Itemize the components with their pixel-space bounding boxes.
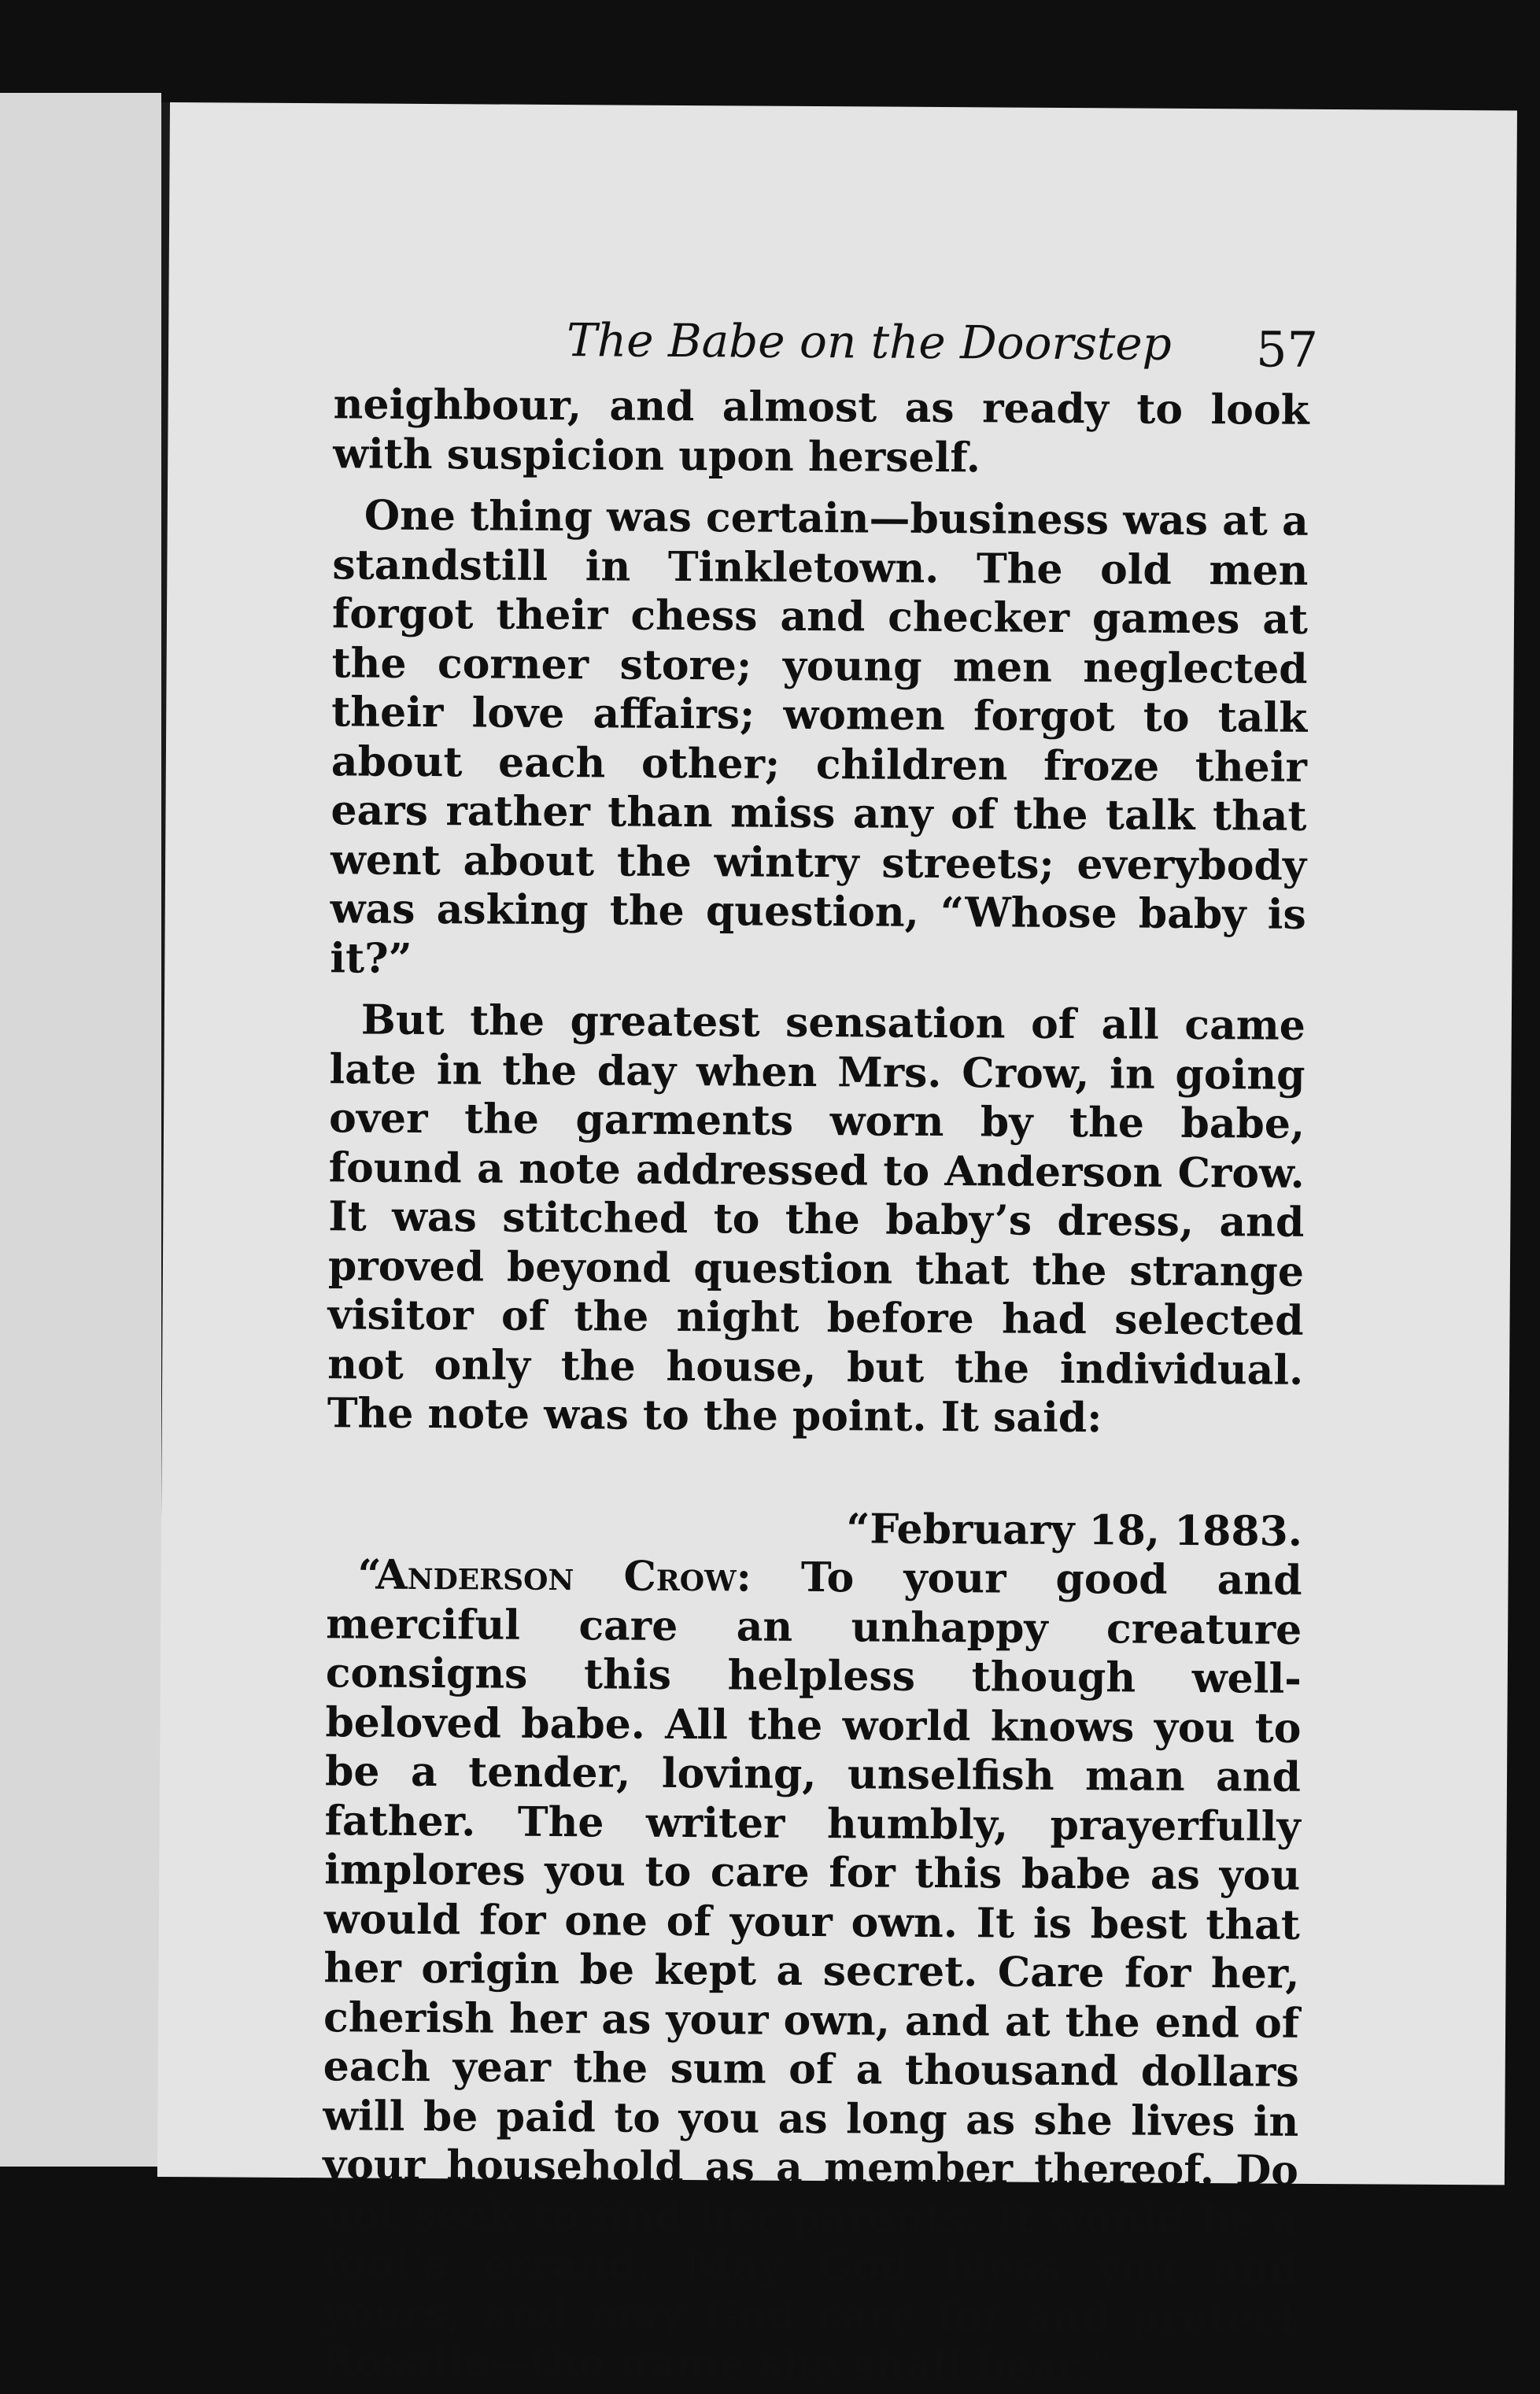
body-text — [321, 380, 1309, 2392]
page-number: 57 — [1255, 320, 1319, 379]
letter-text: To your good and merciful care an unhappy creature consigns this helpless though well-beloved babe. All the world knows you to be a tender, loving, unselfish man and father. The writer humbly, prayerfully implores you to care for this babe as you would for one of your own. It is best that her origin be kept a secret. Care for her, cherish her as your own, and at the end of each year the sum of a thousand dollars will be paid to you as long as she lives in your household as a member thereof. Do not seek to find her parents. It would be a fool’s errand. May God bless you and yours, and may God care for and protect Rosalie—the name she shall bear.” — [321, 1553, 1302, 2391]
book-page — [157, 102, 1517, 2391]
adjacent-page-edge — [0, 93, 161, 2167]
running-title: The Babe on the Doorstep — [566, 313, 1172, 371]
letter-body — [321, 1550, 1302, 2392]
paragraph-note-found: But the greatest sensation of all came late in the day when Mrs. Crow, in going over the garments worn by the babe, found a note addressed to Anderson Crow. It was stitched to the baby’s dress, and proved beyond question that the strange visitor of the night before had selected not only the house, but the individual. The note was to the point. It said: — [327, 996, 1306, 1443]
paragraph-continuation: neighbour, and almost as ready to look with suspicion upon herself. — [333, 380, 1309, 482]
running-head — [168, 311, 1516, 382]
paragraph-standstill: One thing was certain—business was at a standstill in Tinkletown. The old men forgot their chess and checker games at the corner store; young men neglected their love affairs; women forgot to talk about each other; children froze their ears rather than miss any of the talk that went about the wintry streets; everybody was asking the question, “Whose baby is it?” — [330, 491, 1309, 983]
letter-salutation: “Anderson Crow: — [357, 1550, 752, 1602]
letter-dateline: “February 18, 1883. — [846, 1504, 1303, 1556]
